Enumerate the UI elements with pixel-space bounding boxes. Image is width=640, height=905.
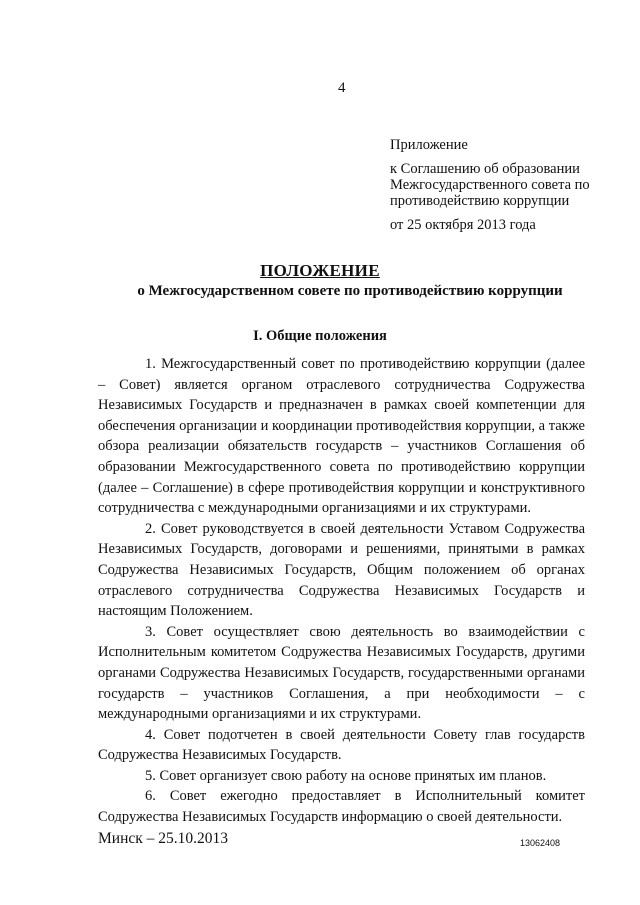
paragraph-1: 1. Межгосударственный совет по противодействию коррупции (далее – Совет) является органом отраслевого сотрудничества Содружества Независимых Государств и предназначен в рамках своей компетенции для обеспечения организации и координации противодействия коррупции, а также обзора реализации обязательств государств – участников Соглашения об образовании Межгосударственного совета по противодействию коррупции (далее – Соглашение) в сфере противодействия коррупции и конструктивного сотрудничества с международными организациями и их структурами. <box>98 356 585 517</box>
appendix-reference-line-3: противодействию коррупции <box>390 193 570 209</box>
paragraph-2: 2. Совет руководствуется в своей деятельности Уставом Содружества Независимых Государств, договорами и решениями, принятыми в рамках Содружества Независимых Государств, Общим положением об органах отраслевого сотрудничества Содружества Независимых Государств и настоящим Положением. <box>98 520 585 620</box>
paragraph-5: 5. Совет организует свою работу на основе принятых им планов. <box>145 767 547 784</box>
appendix-label: Приложение <box>390 137 468 153</box>
page-number: 4 <box>338 80 346 96</box>
footer-document-code: 13062408 <box>520 838 561 848</box>
footer-place-date: Минск – 25.10.2013 <box>98 830 229 847</box>
document-body <box>98 354 585 828</box>
document-title: ПОЛОЖЕНИЕ <box>260 261 380 280</box>
document-subtitle: о Межгосударственном совете по противодействию коррупции <box>137 283 563 299</box>
appendix-reference-line-2: Межгосударственного совета по <box>390 177 590 193</box>
appendix-date: от 25 октября 2013 года <box>390 217 536 233</box>
paragraph-4: 4. Совет подотчетен в своей деятельности Совету глав государств Содружества Независимых Государств. <box>98 726 585 764</box>
paragraph-6: 6. Совет ежегодно предоставляет в Исполнительный комитет Содружества Независимых Государств информацию о своей деятельности. <box>98 788 585 826</box>
section-heading: I. Общие положения <box>253 328 387 344</box>
paragraph-3: 3. Совет осуществляет свою деятельность во взаимодействии с Исполнительным комитетом Содружества Независимых Государств, другими органами Содружества Независимых Государств, государственными органами государств – участников Соглашения, а при необходимости – с международными организациями и их структурами. <box>98 623 585 723</box>
appendix-block <box>390 137 620 233</box>
appendix-reference-line-1: к Соглашению об образовании <box>390 161 580 177</box>
